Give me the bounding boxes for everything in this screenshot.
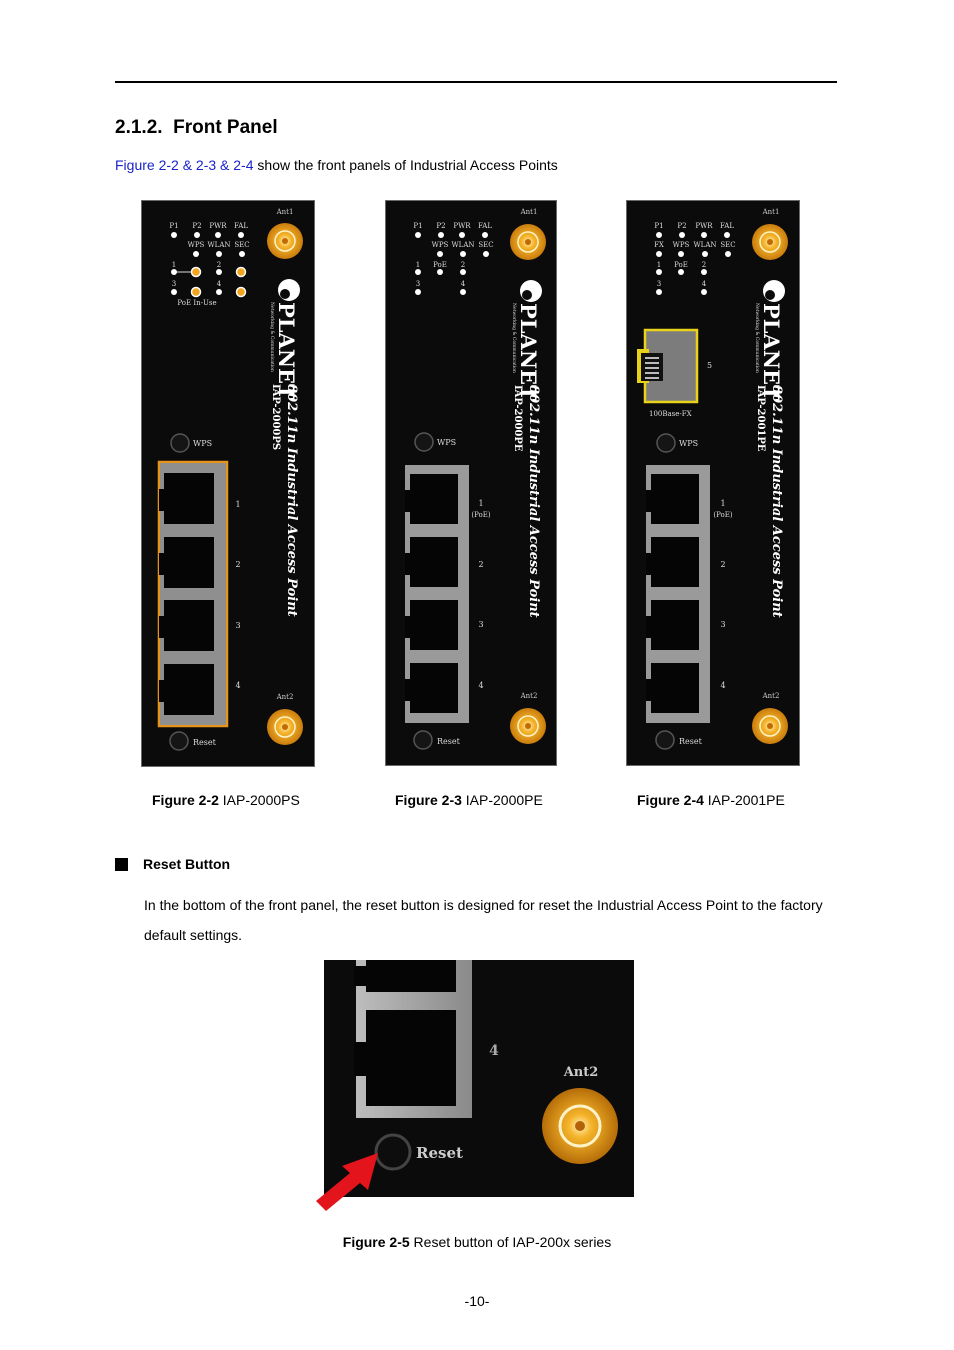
led-indicator <box>482 232 488 238</box>
bullet-square-icon <box>115 858 128 871</box>
port-number: 3 <box>478 620 484 629</box>
led-indicator <box>415 232 421 238</box>
page-number: -10- <box>464 1293 490 1309</box>
led-label: FAL <box>720 222 734 230</box>
header-rule <box>115 81 837 83</box>
poe-port-label: (PoE) <box>471 511 491 519</box>
rj45-port <box>366 960 456 992</box>
led-label: WPS <box>672 241 690 249</box>
led-indicator <box>678 251 684 257</box>
led-indicator <box>238 232 244 238</box>
fiber-port-number: 5 <box>707 361 713 370</box>
reset-label: Reset <box>193 738 216 747</box>
panel-drawing <box>142 201 314 766</box>
closeup-drawing <box>324 960 634 1220</box>
rj45-port <box>410 474 458 524</box>
front-panel-iap-2000ps <box>141 200 315 767</box>
figure-link[interactable]: Figure 2-2 & 2-3 & 2-4 <box>115 157 254 173</box>
led-indicator <box>171 289 177 295</box>
reset-section-title: Reset Button <box>143 856 231 872</box>
wps-button[interactable] <box>171 434 189 452</box>
front-panel-iap-2001pe <box>626 200 800 766</box>
figure-caption: Figure 2-3 IAP-2000PE <box>395 792 543 808</box>
led-indicator <box>679 232 685 238</box>
figure-caption-5: Figure 2-5 Reset button of IAP-200x series <box>342 1234 612 1250</box>
poe-port-label: (PoE) <box>713 511 733 519</box>
closeup-reset-label: Reset <box>416 1144 463 1162</box>
brand-tagline: Networking & Communication <box>511 303 516 373</box>
port-number: 4 <box>478 681 484 690</box>
rj45-port <box>164 473 214 524</box>
rj45-port <box>164 664 214 715</box>
led-label: 4 <box>216 280 222 288</box>
intro-paragraph: Figure 2-2 & 2-3 & 2-4 show the front panels of Industrial Access Points <box>115 157 558 173</box>
led-indicator <box>194 232 200 238</box>
port-number: 2 <box>478 560 484 569</box>
fiber-label: 100Base-FX <box>649 410 692 418</box>
product-line: 802.11n Industrial Access Point <box>526 385 541 618</box>
wps-label: WPS <box>193 439 213 448</box>
wps-button[interactable] <box>657 434 675 452</box>
rj45-port <box>651 474 699 524</box>
led-indicator <box>483 251 489 257</box>
led-indicator <box>702 251 708 257</box>
led-indicator <box>171 232 177 238</box>
brand-logo: PLANET <box>516 303 541 401</box>
led-indicator <box>437 251 443 257</box>
led-label: P1 <box>413 222 423 230</box>
poe-led <box>237 288 246 297</box>
led-label: WLAN <box>693 241 717 249</box>
led-label: P1 <box>654 222 664 230</box>
wps-label: WPS <box>679 439 699 448</box>
led-label: 4 <box>701 280 707 288</box>
led-indicator <box>215 232 221 238</box>
figure-caption: Figure 2-4 IAP-2001PE <box>637 792 785 808</box>
port-number: 1 <box>478 499 484 508</box>
reset-button[interactable] <box>376 1135 410 1169</box>
rj45-port <box>651 663 699 713</box>
closeup-ant-label: Ant2 <box>563 1065 599 1080</box>
rj45-port <box>410 537 458 587</box>
led-indicator <box>701 269 707 275</box>
led-label: 1 <box>415 261 421 269</box>
reset-label: Reset <box>437 737 460 746</box>
led-label: 2 <box>216 261 222 269</box>
product-line: 802.11n Industrial Access Point <box>769 385 784 618</box>
led-label: 2 <box>460 261 466 269</box>
led-indicator <box>701 232 707 238</box>
led-label: WPS <box>187 241 205 249</box>
port-number: 2 <box>235 560 241 569</box>
led-label: WLAN <box>207 241 231 249</box>
led-indicator <box>437 269 443 275</box>
panel-drawing <box>386 201 556 765</box>
led-indicator <box>438 232 444 238</box>
ant2-label: Ant2 <box>762 692 780 700</box>
led-indicator <box>656 269 662 275</box>
led-label: P2 <box>677 222 687 230</box>
led-label: 3 <box>171 280 177 288</box>
led-indicator <box>701 289 707 295</box>
ant2-label: Ant2 <box>520 692 538 700</box>
port-number: 2 <box>720 560 726 569</box>
brand-logo: PLANET <box>274 302 299 400</box>
rj45-port <box>410 663 458 713</box>
ant1-label: Ant1 <box>520 208 538 216</box>
led-label: FAL <box>478 222 492 230</box>
led-label: SEC <box>234 241 250 249</box>
led-label: SEC <box>478 241 494 249</box>
ant2-label: Ant2 <box>276 693 294 701</box>
led-indicator <box>724 232 730 238</box>
brand-tagline: Networking & Communication <box>269 302 274 372</box>
port-number: 3 <box>720 620 726 629</box>
poe-led <box>192 288 201 297</box>
led-label: 1 <box>171 261 177 269</box>
figure-caption: Figure 2-2 IAP-2000PS <box>152 792 300 808</box>
led-indicator <box>460 251 466 257</box>
product-line: 802.11n Industrial Access Point <box>284 384 299 617</box>
led-label: P2 <box>436 222 446 230</box>
brand-logo: PLANET <box>759 303 784 401</box>
led-indicator <box>460 289 466 295</box>
model-name: IAP-2000PS <box>270 384 281 451</box>
led-label: PoE <box>674 261 688 269</box>
reset-button[interactable] <box>656 731 674 749</box>
reset-closeup-figure <box>324 960 634 1197</box>
port-number: 1 <box>720 499 726 508</box>
led-indicator <box>459 232 465 238</box>
rj45-port <box>651 537 699 587</box>
led-label: WPS <box>431 241 449 249</box>
port-number: 3 <box>235 621 241 630</box>
led-indicator <box>415 269 421 275</box>
rj45-port <box>164 600 214 651</box>
planet-logo-icon <box>278 279 300 301</box>
rj45-port <box>366 1010 456 1106</box>
rj45-port <box>410 600 458 650</box>
ant1-label: Ant1 <box>276 208 294 216</box>
led-indicator <box>415 289 421 295</box>
led-indicator <box>460 269 466 275</box>
front-panel-iap-2000pe <box>385 200 557 766</box>
led-label: P2 <box>192 222 202 230</box>
led-indicator <box>725 251 731 257</box>
rj45-port <box>164 537 214 588</box>
led-label: 2 <box>701 261 707 269</box>
led-indicator <box>216 269 222 275</box>
led-label: PWR <box>209 222 227 230</box>
reset-label: Reset <box>679 737 702 746</box>
poe-in-use-label: PoE In-Use <box>177 299 217 307</box>
model-name: IAP-2001PE <box>755 385 766 452</box>
port-number: 4 <box>720 681 726 690</box>
led-label: FX <box>654 241 664 249</box>
led-label: SEC <box>720 241 736 249</box>
poe-led <box>192 268 201 277</box>
led-label: PWR <box>695 222 713 230</box>
panel-drawing <box>627 201 799 765</box>
led-indicator <box>656 251 662 257</box>
led-indicator <box>193 251 199 257</box>
rj45-port <box>651 600 699 650</box>
section-heading: 2.1.2. Front Panel <box>115 117 278 138</box>
ant1-label: Ant1 <box>762 208 780 216</box>
led-indicator <box>216 289 222 295</box>
reset-section-body: In the bottom of the front panel, the reset button is designed for reset the Industrial Access Point to the factory default settings. <box>144 897 823 943</box>
port-number: 1 <box>235 500 241 509</box>
led-label: 3 <box>415 280 421 288</box>
wps-label: WPS <box>437 438 457 447</box>
led-label: P1 <box>169 222 179 230</box>
led-label: PWR <box>453 222 471 230</box>
reset-button[interactable] <box>414 731 432 749</box>
led-indicator <box>678 269 684 275</box>
led-label: WLAN <box>451 241 475 249</box>
led-label: PoE <box>433 261 447 269</box>
led-label: 4 <box>460 280 466 288</box>
poe-led <box>237 268 246 277</box>
brand-tagline: Networking & Communication <box>754 303 759 373</box>
led-indicator <box>656 289 662 295</box>
closeup-port-number: 4 <box>489 1043 499 1059</box>
led-label: 3 <box>656 280 662 288</box>
wps-button[interactable] <box>415 433 433 451</box>
led-label: FAL <box>234 222 248 230</box>
reset-button[interactable] <box>170 732 188 750</box>
led-indicator <box>656 232 662 238</box>
planet-logo-icon <box>520 280 542 302</box>
port-number: 4 <box>235 681 241 690</box>
led-indicator <box>171 269 177 275</box>
led-indicator <box>216 251 222 257</box>
led-indicator <box>239 251 245 257</box>
led-label: 1 <box>656 261 662 269</box>
planet-logo-icon <box>763 280 785 302</box>
model-name: IAP-2000PE <box>512 385 523 452</box>
